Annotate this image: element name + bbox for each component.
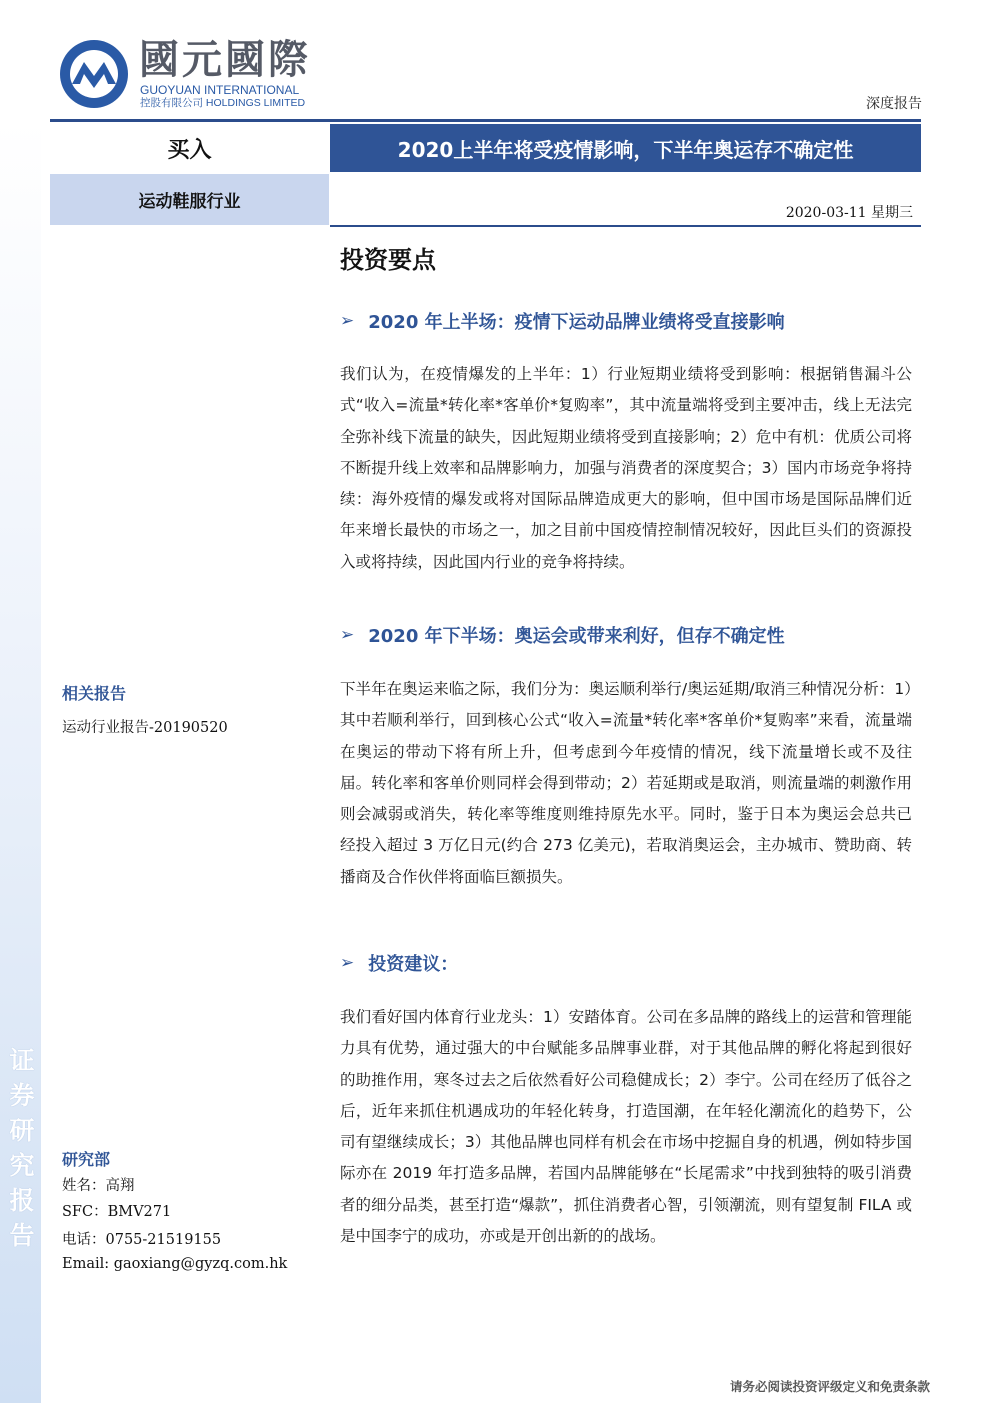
arrow-icon: ➢ [340,953,355,973]
research-dept-heading: 研究部 [62,1150,111,1169]
paragraph-first-half: 我们认为，在疫情爆发的上半年：1）行业短期业绩将受到影响：根据销售漏斗公式“收入=流量*转化率*客单价*复购率”，其中流量端将受到主要冲击，线上无法完全弥补线下流量的缺失，因此短期业绩将受到直接影响；2）危中有机：优质公司将不断提升线上效率和品牌影响力，加强与消费者的深度契合；3）国内市场竞争将持续：海外疫情的爆发或将对国际品牌造成更大的影响，但中国市场是国际品牌们近年来增长最快的市场之一，加之目前中国疫情控制情况较好，因此巨头们的资源投入或将持续，因此国内行业的竞争将持续。 [340,365,912,571]
section-title: 投资要点 [340,246,436,274]
bullet-heading-text: 2020 年上半场：疫情下运动品牌业绩将受直接影响 [368,312,785,333]
analyst-phone: 电话：0755-21519155 [62,1232,222,1248]
document-type: 深度报告 [866,96,922,112]
rating-label: 买入 [167,137,212,163]
logo-icon [58,38,130,110]
logo-name-en: GUOYUAN INTERNATIONAL [140,83,300,97]
bullet-heading-2 [340,622,785,648]
related-report-link[interactable]: 运动行业报告-20190520 [62,720,228,736]
paragraph-recommendation: 我们看好国内体育行业龙头：1）安踏体育。公司在多品牌的路线上的运营和管理能力具有优势，通过强大的中台赋能多品牌事业群，对于其他品牌的孵化将起到很好的助推作用，寒冬过去之后依然看好公司稳健成长；2）李宁。公司在经历了低谷之后，近年来抓住机遇成功的年轻化转身，打造国潮，在年轻化潮流化的趋势下，公司有望继续成长；3）其他品牌也同样有机会在市场中挖掘自身的机遇，例如特步国际亦在 2019 年打造多品牌，若国内品牌能够在“长尾需求”中找到独特的吸引消费者的细分品类，甚至打造“爆款”，抓住消费者心智，引领潮流，则有望复制 FILA 或是中国李宁的成功，亦或是开创出新的的战场。 [340,1008,912,1246]
arrow-icon: ➢ [340,311,355,331]
side-band-label: 证券研究报告 [9,1046,35,1250]
analyst-email[interactable]: Email: gaoxiang@gyzq.com.hk [62,1256,288,1272]
related-reports-heading: 相关报告 [62,684,127,703]
report-date: 2020-03-11 星期三 [785,205,913,221]
bullet-heading-3 [340,950,458,976]
report-title: 2020上半年将受疫情影响，下半年奥运存不确定性 [330,124,921,172]
analyst-name: 姓名：高翔 [62,1178,135,1194]
paragraph-second-half: 下半年在奥运来临之际，我们分为：奥运顺利举行/奥运延期/取消三种情况分析：1）其中若顺利举行，回到核心公式“收入=流量*转化率*客单价*复购率”来看，流量端在奥运的带动下将有所上升，但考虑到今年疫情的情况，线下流量增长或不及往届。转化率和客单价则同样会得到带动；2）若延期或是取消，则流量端的刺激作用则会减弱或消失，转化率等维度则维持原先水平。同时，鉴于日本为奥运会总共已经投入超过 3 万亿日元(约合 273 亿美元)，若取消奥运会，主办城市、赞助商、转播商及合作伙伴将面临巨额损失。 [340,680,912,886]
industry-label: 运动鞋服行业 [50,174,329,225]
bullet-heading-text: 投资建议： [368,954,459,975]
bullet-heading-1 [340,308,785,334]
header-divider [50,119,921,122]
date-divider [330,225,921,227]
bullet-heading-text: 2020 年下半场：奥运会或带来利好，但存不确定性 [368,626,785,647]
arrow-icon: ➢ [340,625,355,645]
logo-holdings: 控股有限公司 HOLDINGS LIMITED [140,97,306,109]
analyst-sfc: SFC：BMV271 [62,1204,172,1220]
footer-disclaimer: 请务必阅读投资评级定义和免责条款 [729,1379,930,1394]
logo-name-cn: 國元國際 [139,37,311,83]
